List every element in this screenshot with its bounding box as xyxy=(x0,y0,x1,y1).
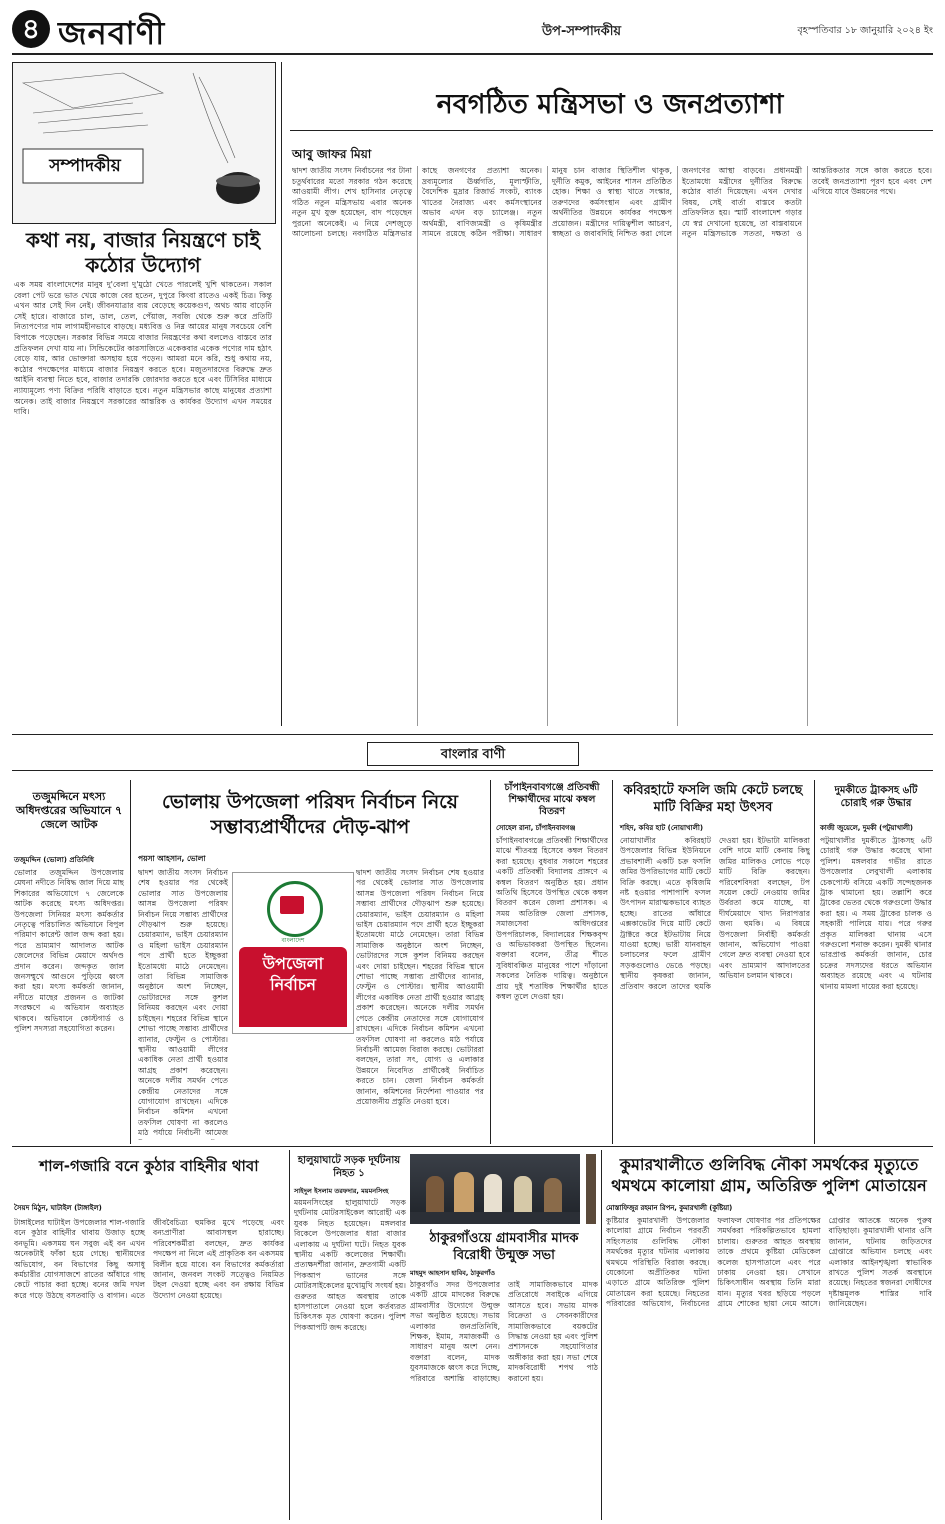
tazumuddin-byline: তজুমদ্দিন (ভোলা) প্রতিনিধি xyxy=(14,856,94,864)
tazumuddin-body: ভোলার তজুমদ্দিন উপজেলায় মেঘনা নদীতে নিষিদ্ধ জাল দিয়ে মাছ শিকারের অভিযোগে ৭ জেলেকে আটক করেছে মৎস্য অধিদপ্তর। উপজেলা সিনিয়র মৎস্য কর্মকর্তার নেতৃত্বে পরিচালিত অভিযানে বিপুল পরিমাণ কারেন্ট জাল জব্দ করা হয়। পরে ভ্রাম্যমাণ আদালত আটক জেলেদের বিভিন্ন মেয়াদে অর্থদণ্ড প্রদান করেন। জব্দকৃত জাল জনসম্মুখে আগুনে পুড়িয়ে ধ্বংস করা হয়। মৎস্য কর্মকর্তা জানান, নদীতে মাছের প্রজনন ও জাটকা সংরক্ষণে এ অভিযান অব্যাহত থাকবে। অভিযানে কোস্টগার্ড ও পুলিশ সদস্যরা সহযোগিতা করেন। xyxy=(14,868,124,1034)
chapai-headline: চাঁপাইনবাবগঞ্জে প্রতিবন্ধী শিক্ষার্থীদের মাঝে কম্বল বিতরণ xyxy=(504,782,600,817)
issue-date: বৃহস্পতিবার ১৮ জানুয়ারি ২০২৪ ইং xyxy=(797,25,933,36)
election-graphic-title: উপজেলা নির্বাচন xyxy=(262,954,324,994)
election-commission-logo xyxy=(267,881,323,937)
row-divider xyxy=(12,1146,933,1147)
section-title: উপ-সম্পাদকীয় xyxy=(542,24,622,39)
thakurgaon-body: ঠাকুরগাঁও সদর উপজেলার একটি গ্রামে মাদকের বিরুদ্ধে গ্রামবাসীর উদ্যোগে উন্মুক্ত সভা অনুষ্ঠিত হয়েছে। সভায় এলাকার জনপ্রতিনিধি, শিক্ষক, ইমাম, সমাজকর্মী ও সাধারণ মানুষ অংশ নেন। বক্তারা বলেন, মাদক যুবসমাজকে ধ্বংস করে দিচ্ছে, পরিবারে অশান্তি বাড়াচ্ছে। তাই সামাজিকভাবে মাদক প্রতিরোধে সবাইকে এগিয়ে আসতে হবে। সভায় মাদক বিক্রেতা ও সেবনকারীদের সামাজিকভাবে বয়কটের সিদ্ধান্ত নেওয়া হয় এবং পুলিশ প্রশাসনকে সহযোগিতার অঙ্গীকার করা হয়। সভা শেষে মাদকবিরোধী শপথ পাঠ করানো হয়। xyxy=(410,1280,598,1383)
bhola-body-right: দ্বাদশ জাতীয় সংসদ নির্বাচন শেষ হওয়ার পর থেকেই ভোলার সাত উপজেলায় আসন্ন উপজেলা পরিষদ নির্বাচন নিয়ে সম্ভাব্য প্রার্থীদের দৌড়ঝাপ শুরু হয়েছে। চেয়ারম্যান, ভাইস চেয়ারম্যান ও মহিলা ভাইস চেয়ারম্যান পদে প্রার্থী হতে ইচ্ছুকরা ইতোমধ্যে মাঠে নেমেছেন। তারা বিভিন্ন সামাজিক অনুষ্ঠানে অংশ নিচ্ছেন, ভোটারদের সঙ্গে কুশল বিনিময় করছেন এবং দোয়া চাইছেন। শহরের বিভিন্ন স্থানে শোভা পাচ্ছে সম্ভাব্য প্রার্থীদের ব্যানার, ফেস্টুন ও পোস্টার। স্থানীয় আওয়ামী লীগের একাধিক নেতা প্রার্থী হওয়ার আগ্রহ প্রকাশ করেছেন। অনেকে দলীয় সমর্থন পেতে কেন্দ্রীয় নেতাদের সঙ্গে যোগাযোগ রাখছেন। এদিকে নির্বাচন কমিশন এখনো তফসিল ঘোষণা না করলেও মাঠ পর্যায়ে নির্বাচনী আমেজ বিরাজ করছে। ভোটাররা বলছেন, তারা সৎ, যোগ্য ও এলাকার উন্নয়নে নিবেদিত প্রার্থীকেই নির্বাচিত করতে চান। জেলা নির্বাচন কর্মকর্তা জানান, কমিশনের নির্দেশনা পাওয়ার পর প্রয়োজনীয় প্রস্তুতি নেওয়া হবে। xyxy=(356,868,484,1106)
editorial-label: সম্পাদকীয় xyxy=(49,156,121,176)
kumarkhali-headline: কুমারখালীতে গুলিবিদ্ধ নৌকা সমর্থকের মৃত্যুতে থমথমে কালোয়া গ্রাম, অতিরিক্ত পুলিশ মোতায়েন xyxy=(611,1155,927,1195)
haluaghat-headline: হালুয়াঘাটে সড়ক দূর্ঘটনায় নিহত ১ xyxy=(297,1155,401,1179)
kabirhat-body: নোয়াখালীর কবিরহাট উপজেলার বিভিন্ন ইউনিয়নে প্রভাবশালী একটি চক্র ফসলি জমির উপরিভাগের মাটি কেটে বিক্রি করছে। এতে কৃষিজমি নষ্ট হওয়ার পাশাপাশি ফসল উৎপাদন মারাত্মকভাবে ব্যাহত হচ্ছে। রাতের আঁধারে এক্সকাভেটর দিয়ে মাটি কেটে ট্রাক্টরে করে ইটভাটায় নিয়ে যাওয়া হচ্ছে। ভারী যানবাহন চলাচলের ফলে গ্রামীণ সড়কগুলোও ভেঙে পড়ছে। স্থানীয় কৃষকরা জানান, প্রতিবাদ করলে তাদের হুমকি দেওয়া হয়। ইটভাটা মালিকরা বেশি দামে মাটি কেনায় কিছু জমির মালিকও লোভে পড়ে মাটি বিক্রি করছেন। পরিবেশবিদরা বলছেন, টপ সয়েল কেটে নেওয়ায় জমির উর্বরতা কমে যাচ্ছে, যা দীর্ঘমেয়াদে খাদ্য নিরাপত্তার জন্য হুমকি। এ বিষয়ে উপজেলা নির্বাহী কর্মকর্তা জানান, অভিযোগ পাওয়া গেলে দ্রুত ব্যবস্থা নেওয়া হবে এবং ভ্রাম্যমাণ আদালতের অভিযান চলমান থাকবে। xyxy=(620,836,810,991)
bhola-byline: পয়সা আহসান, ভোলা xyxy=(138,854,206,863)
photo-person xyxy=(514,1176,532,1216)
kumarkhali-byline: মোস্তাফিজুর রহমান রিপন, কুমারখালী (কুষ্টিয়া) xyxy=(606,1204,733,1212)
col-divider-6 xyxy=(601,1150,602,1520)
banglar-bani-bar xyxy=(12,742,933,766)
col-divider-4 xyxy=(814,780,815,1144)
editorial-illustration xyxy=(12,62,276,224)
banglar-bani-label-box xyxy=(367,742,579,766)
haluaghat-body: ময়মনসিংহের হালুয়াঘাটে সড়ক দুর্ঘটনায় মোটরসাইকেল আরোহী এক যুবক নিহত হয়েছেন। মঙ্গলবার বিকেলে উপজেলার ধারা বাজার এলাকায় এ দুর্ঘটনা ঘটে। নিহত যুবক স্থানীয় একটি কলেজের শিক্ষার্থী। প্রত্যক্ষদর্শীরা জানান, দ্রুতগামী একটি পিকআপ ভ্যানের সঙ্গে মোটরসাইকেলের মুখোমুখি সংঘর্ষ হয়। গুরুতর আহত অবস্থায় তাকে হাসপাতালে নেওয়া হলে কর্তব্যরত চিকিৎসক মৃত ঘোষণা করেন। পুলিশ পিকআপটি জব্দ করেছে। xyxy=(294,1198,406,1332)
photo-table xyxy=(410,1212,580,1224)
masthead-rule xyxy=(12,53,933,55)
photo-person xyxy=(484,1174,502,1216)
editorial-headline: কথা নয়, বাজার নিয়ন্ত্রণে চাই কঠোর উদ্যোগ xyxy=(26,228,260,277)
editorial-divider xyxy=(281,62,282,726)
kumarkhali-body: কুষ্টিয়ার কুমারখালী উপজেলার কালোয়া গ্রামে নির্বাচন পরবর্তী সহিংসতায় গুলিবিদ্ধ নৌকা সমর্থকের মৃত্যুর ঘটনায় এলাকায় থমথমে পরিস্থিতি বিরাজ করছে। যেকোনো অপ্রীতিকর ঘটনা এড়াতে গ্রামে অতিরিক্ত পুলিশ মোতায়েন করা হয়েছে। নিহতের পরিবারের অভিযোগ, নির্বাচনের ফলাফল ঘোষণার পর প্রতিপক্ষের সমর্থকরা পরিকল্পিতভাবে হামলা চালায়। গুরুতর আহত অবস্থায় তাকে প্রথমে কুষ্টিয়া মেডিকেল কলেজ হাসপাতালে এবং পরে ঢাকায় নেওয়া হয়। সেখানে চিকিৎসাধীন অবস্থায় তিনি মারা যান। মৃত্যুর খবর ছড়িয়ে পড়লে গ্রামে শোকের ছায়া নেমে আসে। গ্রেপ্তার আতঙ্কে অনেক পুরুষ বাড়িছাড়া। কুমারখালী থানার ওসি জানান, ঘটনায় জড়িতদের গ্রেপ্তারে অভিযান চলছে এবং এলাকার আইনশৃঙ্খলা স্বাভাবিক রাখতে পুলিশ সতর্ক অবস্থানে রয়েছে। নিহতের স্বজনরা দোষীদের দৃষ্টান্তমূলক শাস্তির দাবি জানিয়েছেন। xyxy=(606,1216,932,1309)
col-divider-2 xyxy=(490,780,491,1144)
chapai-body: চাঁপাইনবাবগঞ্জে প্রতিবন্ধী শিক্ষার্থীদের মাঝে শীতবস্ত্র হিসেবে কম্বল বিতরণ করা হয়েছে। বুধবার সকালে শহরের একটি প্রতিবন্ধী বিদ্যালয় প্রাঙ্গণে এ কম্বল বিতরণ অনুষ্ঠিত হয়। প্রধান অতিথি হিসেবে উপস্থিত থেকে কম্বল বিতরণ করেন জেলা প্রশাসক। এ সময় অতিরিক্ত জেলা প্রশাসক, সমাজসেবা অধিদপ্তরের উপপরিচালক, বিদ্যালয়ের শিক্ষকবৃন্দ ও অভিভাবকরা উপস্থিত ছিলেন। বক্তারা বলেন, তীব্র শীতে সুবিধাবঞ্চিত মানুষের পাশে দাঁড়ানো সকলের নৈতিক দায়িত্ব। অনুষ্ঠানে প্রায় দুই শতাধিক শিক্ষার্থীর হাতে কম্বল তুলে দেওয়া হয়। xyxy=(496,836,608,1002)
masthead xyxy=(12,8,933,52)
col-divider-1 xyxy=(130,780,131,1144)
banglar-bani-top-rule xyxy=(12,734,933,735)
column-body: দ্বাদশ জাতীয় সংসদ নির্বাচনের পর টানা চতুর্থবারের মতো সরকার গঠন করেছে আওয়ামী লীগ। শেখ হাসিনার নেতৃত্বে গঠিত নতুন মন্ত্রিসভায় এবার অনেক নতুন মুখ যুক্ত হয়েছেন, বাদ পড়েছেন পুরনো অনেকেই। এ নিয়ে দেশজুড়ে আলোচনা চলছে। নবগঠিত মন্ত্রিসভার কাছে জনগণের প্রত্যাশা অনেক। দ্রব্যমূল্যের ঊর্ধ্বগতি, মূল্যস্ফীতি, বৈদেশিক মুদ্রার রিজার্ভ সংকট, ব্যাংক খাতের নৈরাজ্য এবং কর্মসংস্থানের অভাব এখন বড় চ্যালেঞ্জ। নতুন অর্থমন্ত্রী, বাণিজ্যমন্ত্রী ও কৃষিমন্ত্রীর সামনে রয়েছে কঠিন পরীক্ষা। সাধারণ মানুষ চান বাজার স্থিতিশীল থাকুক, দুর্নীতি কমুক, আইনের শাসন প্রতিষ্ঠিত হোক। শিক্ষা ও স্বাস্থ্য খাতে সংস্কার, তরুণদের কর্মসংস্থান এবং গ্রামীণ অর্থনীতির উন্নয়নে কার্যকর পদক্ষেপ প্রয়োজন। মন্ত্রীদের দায়িত্বশীল আচরণ, স্বচ্ছতা ও জবাবদিহি নিশ্চিত করা গেলে জনগণের আস্থা বাড়বে। প্রধানমন্ত্রী ইতোমধ্যে মন্ত্রীদের দুর্নীতির বিরুদ্ধে কঠোর বার্তা দিয়েছেন। এখন দেখার বিষয়, সেই বার্তা বাস্তবে কতটা প্রতিফলিত হয়। স্মার্ট বাংলাদেশ গড়ার যে স্বপ্ন দেখানো হয়েছে, তা বাস্তবায়নে নতুন মন্ত্রিসভাকে সততা, দক্ষতা ও আন্তরিকতার সঙ্গে কাজ করতে হবে। তবেই জনপ্রত্যাশা পূরণ হবে এবং দেশ এগিয়ে যাবে উন্নয়নের পথে। xyxy=(292,166,932,238)
shalgazari-byline: সৈয়দ মিঠুন, ঘাটাইল (টাঙ্গাইল) xyxy=(14,1204,102,1212)
bhola-headline: ভোলায় উপজেলা পরিষদ নির্বাচন নিয়ে সম্ভাব্যপ্রার্থীদের দৌড়-ঝাপ xyxy=(162,791,458,838)
logo-inner xyxy=(280,896,304,914)
photo-person xyxy=(426,1176,444,1216)
banglar-bani-label: বাংলার বাণী xyxy=(440,747,506,762)
dumki-headline: দুমকীতে ট্রাকসহ ৬টি চোরাই গরু উদ্ধার xyxy=(834,785,918,809)
shalgazari-headline: শাল-গজারি বনে কুঠার বাহিনীর থাবা xyxy=(39,1157,259,1175)
column-author: আবু জাফর মিয়া xyxy=(292,147,372,161)
editorial-body: এক সময় বাংলাদেশের মানুষ দু'বেলা দু'মুঠো খেতে পারলেই খুশি থাকতেন। সকাল বেলা পেট ভরে ভাত খেয়ে কাজে বের হতেন, দুপুরে কিংবা রাতেও একই চিত্র। কিন্তু এখন আর সেই দিন নেই। জীবনযাত্রার ব্যয় বেড়েছে কয়েকগুণ, অথচ আয় বাড়েনি সেই হারে। বাজারে চাল, ডাল, তেল, পেঁয়াজ, সবজি থেকে শুরু করে প্রতিটি নিত্যপণ্যের দাম লাগামহীনভাবে বাড়ছে। মধ্যবিত্ত ও নিম্ন আয়ের মানুষ সবচেয়ে বেশি বিপাকে পড়েছেন। সরকার বিভিন্ন সময়ে বাজার নিয়ন্ত্রণের কথা বললেও বাস্তবে তার প্রতিফলন দেখা যায় না। সিন্ডিকেটের কারসাজিতে একেকবার একেক পণ্যের দাম হঠাৎ বেড়ে যায়, আর ভোক্তারা অসহায় হয়ে পড়েন। আমরা মনে করি, শুধু কথায় নয়, কঠোর পদক্ষেপের মাধ্যমে বাজার নিয়ন্ত্রণ করতে হবে। মজুতদারদের বিরুদ্ধে দ্রুত আইনি ব্যবস্থা নিতে হবে, বাজার তদারকি জোরদার করতে হবে এবং টিসিবির মাধ্যমে ন্যায্যমূল্যে পণ্য বিক্রির পরিধি বাড়াতে হবে। নতুন মন্ত্রিসভার কাছে মানুষের প্রত্যাশা অনেক। তাই বাজার নিয়ন্ত্রণে সরকারের আন্তরিক ও কার্যকর উদ্যোগ এখন সময়ের দাবি। xyxy=(14,280,272,417)
election-logo-caption: বাংলাদেশ xyxy=(281,937,305,944)
photo-person xyxy=(454,1172,474,1216)
quill-ink-illustration xyxy=(13,63,275,223)
dumki-body: পটুয়াখালীর দুমকীতে ট্রাকসহ ৬টি চোরাই গরু উদ্ধার করেছে থানা পুলিশ। মঙ্গলবার গভীর রাতে উপজেলার লেবুখালী এলাকায় চেকপোস্ট বসিয়ে একটি সন্দেহজনক ট্রাক থামানো হয়। তল্লাশি করে ট্রাকের ভেতর থেকে গরুগুলো উদ্ধার করা হয়। এ সময় ট্রাকের চালক ও সহকারী পালিয়ে যায়। পরে গরুর প্রকৃত মালিকরা থানায় এসে গরুগুলো শনাক্ত করেন। দুমকী থানার ভারপ্রাপ্ত কর্মকর্তা জানান, চোর চক্রের সদস্যদের ধরতে অভিযান অব্যাহত রয়েছে এবং এ ঘটনায় থানায় মামলা দায়ের করা হয়েছে। xyxy=(820,836,932,991)
page-number: ৪ xyxy=(21,12,41,45)
haluaghat-byline: সাইদুল ইসলাম তরফদার, ময়মনসিংহ xyxy=(294,1187,389,1195)
kabirhat-headline: কবিরহাটে ফসলি জমি কেটে চলছে মাটি বিক্রির মহা উৎসব xyxy=(623,783,803,815)
thakurgaon-headline: ঠাকুরগাঁওয়ে গ্রামবাসীর মাদক বিরোধী উন্মুক্ত সভা xyxy=(429,1231,579,1263)
dumki-byline: কাজী জুয়েলে, দুমকী (পটুয়াখালী) xyxy=(820,824,914,832)
column-headline-rule xyxy=(290,130,933,131)
kabirhat-byline: শহিদ, কবির হাট (নোয়াখালী) xyxy=(620,824,704,832)
shalgazari-body: টাঙ্গাইলের ঘাটাইল উপজেলার শাল-গজারি বনে কুঠার বাহিনীর থাবায় উজাড় হচ্ছে বনভূমি। একসময় ঘন সবুজ এই বন এখন অনেকটাই ফাঁকা হয়ে গেছে। স্থানীয়দের অভিযোগ, বন বিভাগের কিছু অসাধু কর্মচারীর যোগসাজশে রাতের আঁধারে গাছ কেটে পাচার করা হচ্ছে। বনের জমি দখল করে গড়ে উঠছে বসতবাড়ি ও বাগান। এতে জীববৈচিত্র্য হুমকির মুখে পড়েছে এবং বন্যপ্রাণীরা আবাসস্থল হারাচ্ছে। পরিবেশকর্মীরা বলছেন, দ্রুত কার্যকর পদক্ষেপ না নিলে এই প্রাকৃতিক বন একসময় বিলীন হয়ে যাবে। বন বিভাগের কর্মকর্তারা জানান, জনবল সংকট সত্ত্বেও নিয়মিত টহল দেওয়া হচ্ছে এবং বন রক্ষায় বিভিন্ন উদ্যোগ নেওয়া হয়েছে। xyxy=(14,1218,284,1300)
thakurgaon-photo xyxy=(410,1154,580,1224)
logo-text: জনবাণী xyxy=(58,14,166,52)
chapai-byline: সোহেল রানা, চাঁপাইনবাবগঞ্জ xyxy=(496,824,576,832)
bhola-body-left: দ্বাদশ জাতীয় সংসদ নির্বাচন শেষ হওয়ার পর থেকেই ভোলার সাত উপজেলায় আসন্ন উপজেলা পরিষদ নির্বাচন নিয়ে সম্ভাব্য প্রার্থীদের দৌড়ঝাপ শুরু হয়েছে। চেয়ারম্যান, ভাইস চেয়ারম্যান ও মহিলা ভাইস চেয়ারম্যান পদে প্রার্থী হতে ইচ্ছুকরা ইতোমধ্যে মাঠে নেমেছেন। তারা বিভিন্ন সামাজিক অনুষ্ঠানে অংশ নিচ্ছেন, ভোটারদের সঙ্গে কুশল বিনিময় করছেন এবং দোয়া চাইছেন। শহরের বিভিন্ন স্থানে শোভা পাচ্ছে সম্ভাব্য প্রার্থীদের ব্যানার, ফেস্টুন ও পোস্টার। স্থানীয় আওয়ামী লীগের একাধিক নেতা প্রার্থী হওয়ার আগ্রহ প্রকাশ করেছেন। অনেকে দলীয় সমর্থন পেতে কেন্দ্রীয় নেতাদের সঙ্গে যোগাযোগ রাখছেন। এদিকে নির্বাচন কমিশন এখনো তফসিল ঘোষণা না করলেও মাঠ পর্যায়ে নির্বাচনী আমেজ xyxy=(138,868,228,1138)
column-headline: নবগঠিত মন্ত্রিসভা ও জনপ্রত্যাশা xyxy=(436,89,784,120)
upazila-election-graphic xyxy=(232,872,354,1034)
banglar-bani-bottom-rule xyxy=(12,770,933,771)
photo-person xyxy=(544,1178,562,1216)
photo-stand xyxy=(586,1154,596,1224)
thakurgaon-byline: মাহমুদ আহসান হাবিব, ঠাকুরগাঁও xyxy=(410,1269,496,1277)
col-divider-3 xyxy=(612,780,613,1144)
tazumuddin-headline: তজুমদ্দিনে মৎস্য অধিদপ্তরের অভিযানে ৭ জেলে আটক xyxy=(15,790,123,831)
page-number-badge xyxy=(12,10,50,48)
col-divider-5 xyxy=(289,1150,290,1520)
